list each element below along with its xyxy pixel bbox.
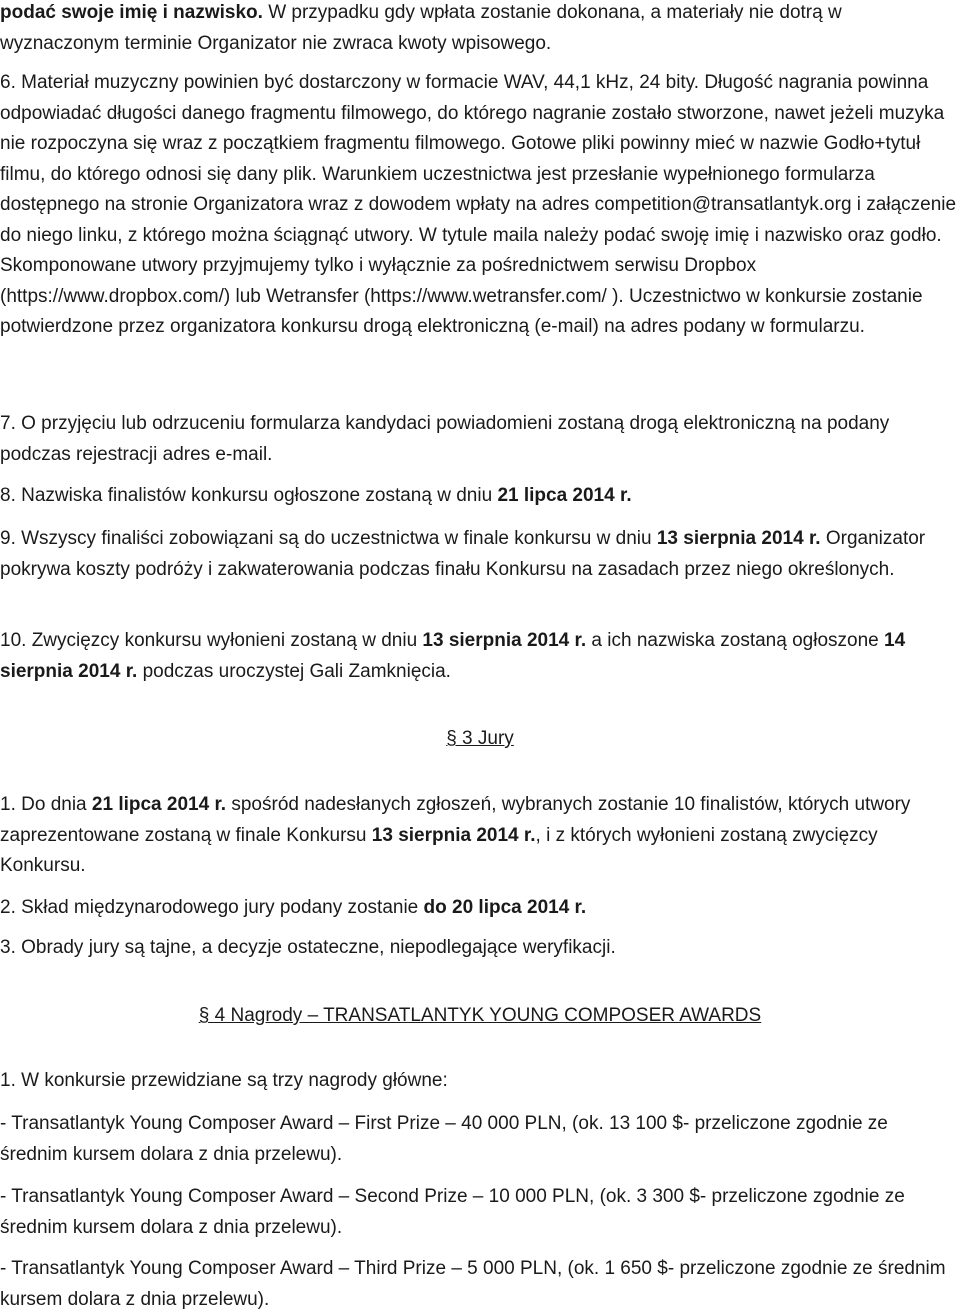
section-heading-awards: § 4 Nagrody – TRANSATLANTYK YOUNG COMPOSER AWARDS bbox=[198, 1005, 762, 1026]
awards-item-1: 1. W konkursie przewidziane są trzy nagrody główne: bbox=[0, 1070, 448, 1091]
jury-item-1: 1. Do dnia 21 lipca 2014 r. spośród nadesłanych zgłoszeń, wybranych zostanie 10 finalistów, których utwory zaprezentowane zostaną w finale Konkursu 13 sierpnia 2014 r., i z których wyłonieni zostaną zwycięzcy Konkursu. bbox=[0, 794, 911, 876]
section-heading-jury: § 3 Jury bbox=[446, 728, 514, 749]
prize-first: - Transatlantyk Young Composer Award – First Prize – 40 000 PLN, (ok. 13 100 $- przeliczone zgodnie ze średnim kursem dolara z dnia przelewu). bbox=[0, 1113, 888, 1165]
paragraph-9: 9. Wszyscy finaliści zobowiązani są do uczestnictwa w finale konkursu w dniu 13 sierpnia 2014 r. Organizator pokrywa koszty podróży i zakwaterowania podczas finału Konkursu na zasadach przez niego określonych. bbox=[0, 528, 926, 580]
paragraph-10: 10. Zwycięzcy konkursu wyłonieni zostaną w dniu 13 sierpnia 2014 r. a ich nazwiska zostaną ogłoszone 14 sierpnia 2014 r. podczas uroczystej Gali Zamknięcia. bbox=[0, 630, 906, 682]
prize-second: - Transatlantyk Young Composer Award – Second Prize – 10 000 PLN, (ok. 3 300 $- przeliczone zgodnie ze średnim kursem dolara z dnia przelewu). bbox=[0, 1186, 905, 1238]
jury-item-3: 3. Obrady jury są tajne, a decyzje ostateczne, niepodlegające weryfikacji. bbox=[0, 937, 616, 958]
jury-item-2: 2. Skład międzynarodowego jury podany zostanie do 20 lipca 2014 r. bbox=[0, 897, 587, 918]
paragraph-7: 7. O przyjęciu lub odrzuceniu formularza kandydaci powiadomieni zostaną drogą elektroniczną na podany podczas rejestracji adres e-mail. bbox=[0, 413, 890, 465]
paragraph-8: 8. Nazwiska finalistów konkursu ogłoszone zostaną w dniu 21 lipca 2014 r. bbox=[0, 485, 632, 506]
paragraph-continuation: podać swoje imię i nazwisko. W przypadku gdy wpłata zostanie dokonana, a materiały nie dotrą w wyznaczonym terminie Organizator nie zwraca kwoty wpisowego. bbox=[0, 2, 842, 54]
paragraph-6: 6. Materiał muzyczny powinien być dostarczony w formacie WAV, 44,1 kHz, 24 bity. Długość nagrania powinna odpowiadać długości danego fragmentu filmowego, do którego nagranie zostało stworzone, nawet jeżeli muzyka nie rozpoczyna się wraz z początkiem fragmentu filmowego. Gotowe pliki powinny mieć w nazwie Godło+tytuł filmu, do którego odnosi się dany plik. Warunkiem uczestnictwa jest przesłanie wypełnionego formularza dostępnego na stronie Organizatora wraz z dowodem wpłaty na adres competition@transatlantyk.org i załączenie do niego linku, z którego można ściągnąć utwory. W tytule maila należy podać swoję imię i nazwisko oraz godło. Skomponowane utwory przyjmujemy tylko i wyłącznie za pośrednictwem serwisu Dropbox (https://www.dropbox.com/) lub Wetransfer (https://www.wetransfer.com/ ). Uczestnictwo w konkursie zostanie potwierdzone przez organizatora konkursu drogą elektroniczną (e-mail) na adres podany w formularzu. bbox=[0, 72, 957, 337]
prize-third: - Transatlantyk Young Composer Award – Third Prize – 5 000 PLN, (ok. 1 650 $- przeliczone zgodnie ze średnim kursem dolara z dnia przelewu). bbox=[0, 1258, 946, 1310]
